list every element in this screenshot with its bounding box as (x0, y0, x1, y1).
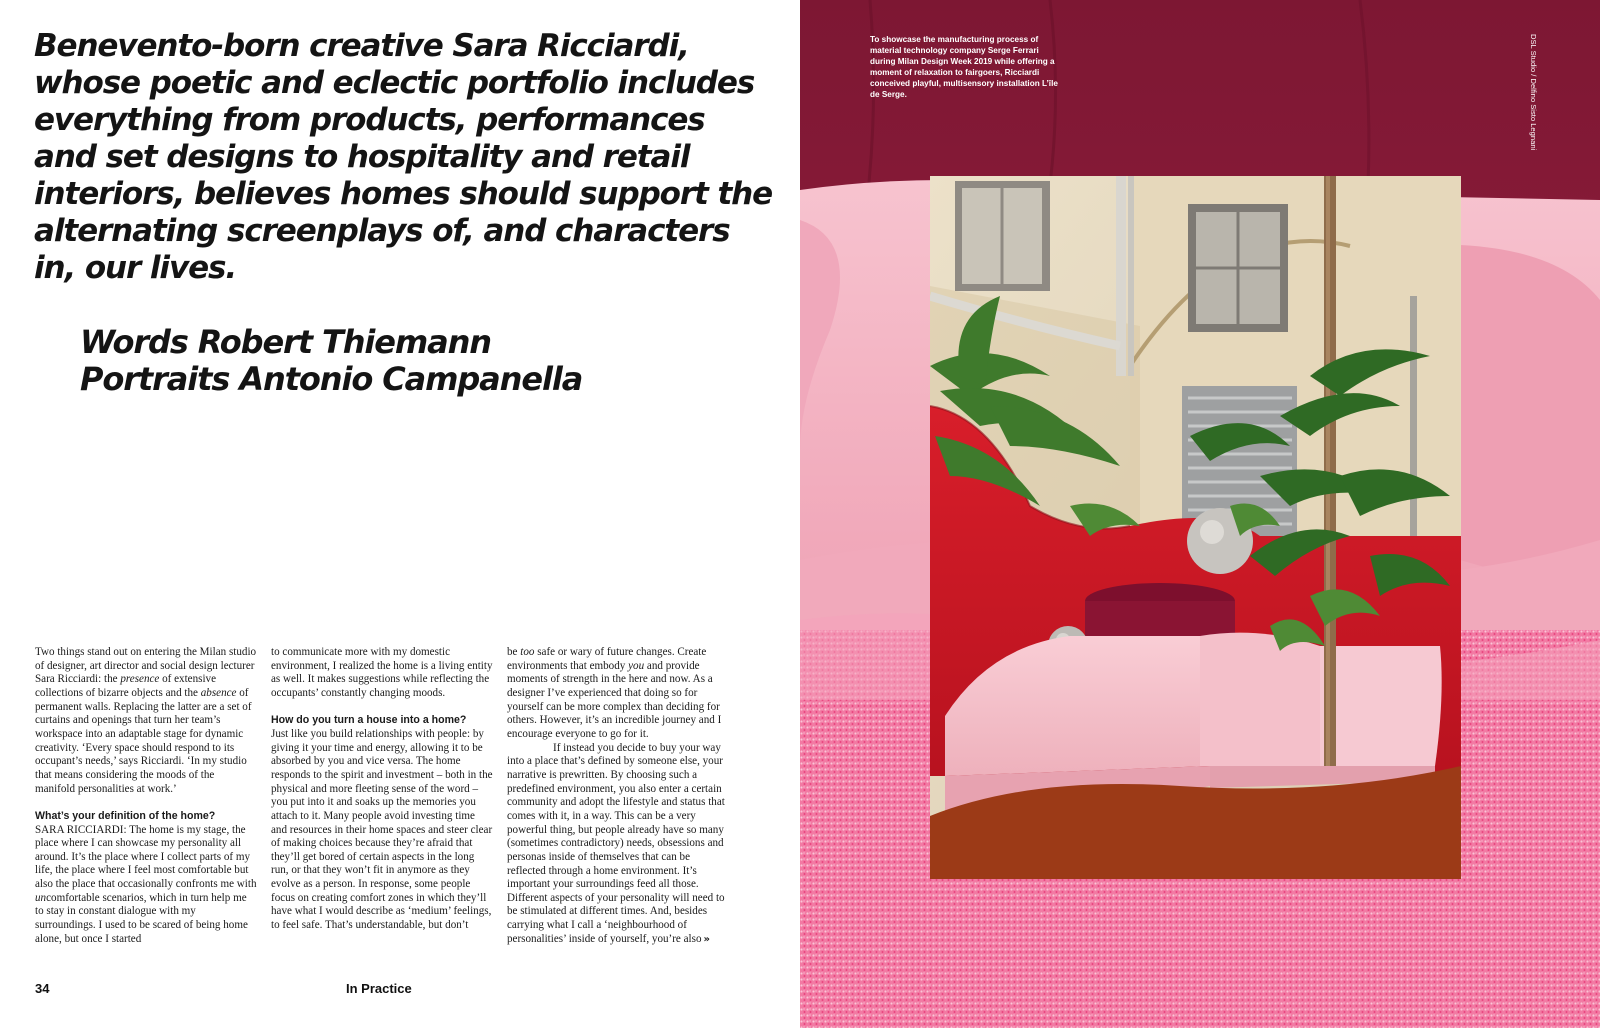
section-name: In Practice (346, 981, 412, 996)
text-column-1 (35, 646, 257, 946)
paragraph: Two things stand out on entering the Milan studio of designer, art director and social design lecturer Sara Ricciardi: the presence of extensive collections of bizarre objects and the absence of permanent walls. Replacing the latter are a set of curtains and openings that turn her team’s workspace into an adaptable stage for dynamic creativity. ‘Every space should respond to its occupant’s needs,’ says Ricciardi. ‘In my studio that means considering the moods of the manifold personalities at work.’ (35, 646, 257, 795)
question-heading: What’s your definition of the home? (35, 809, 216, 822)
feature-photo (800, 0, 1600, 1028)
paragraph: to communicate more with my domestic environment, I realized the home is a living entity as well. It makes suggestions while reflecting the occupants’ constantly changing moods. (271, 646, 493, 699)
photo-caption: To showcase the manufacturing process of material technology company Serge Ferrari during Milan Design Week 2019 while offering a moment of relaxation to fairgoers, Ricciardi conceived playful, multisensory installation L’île de Serge. (870, 35, 1058, 99)
credits (80, 324, 720, 398)
page-number: 34 (35, 981, 50, 996)
inset-photo-courtyard (930, 176, 1461, 879)
courtyard-installation-image (930, 176, 1461, 879)
qa-block: How do you turn a house into a home? Just like you build relationships with people: by giving it your time and energy, allowing it to be absorbed by you and vice versa. The home responds to the spirit and investment – both in the physical and more fleeting sense of the word – you put into it and soaks up the memories you attach to it. Many people avoid investing time and resources in their home spaces and steer clear of making choices because they’re afraid that they’ll get bored of certain aspects in the long run, or that they won’t fit in anymore as they evolve as a person. In response, some people focus on creating comfort zones in which they’ll have what I would describe as ‘medium’ feelings, to feel safe. That’s understandable, but don’t (271, 714, 493, 932)
intro-headline: Benevento-born creative Sara Ricciardi, whose poetic and eclectic portfolio includes everything from products, performances and set designs to hospitality and retail interiors, believes homes should support the alternating screenplays of, and characters in, our lives. (34, 28, 773, 286)
text-column-3 (507, 646, 729, 946)
text-column-2 (271, 646, 493, 933)
body-text (35, 646, 735, 946)
photo-credit: DSL Studio / Delfino Sisto Legnani (1529, 34, 1538, 151)
paragraph: be too safe or wary of future changes. Create environments that embody you and provide moments of strength in the here and now. As a designer I’ve experienced that doing so for yourself can be more complex than deciding for others. However, it’s an incredible journey and I encourage everyone to go for it. (507, 646, 722, 740)
continue-arrow-icon: » (703, 933, 710, 945)
paragraph: If instead you decide to buy your way into a place that’s defined by someone else, your narrative is prewritten. By choosing such a predefined environment, you also enter a certain community and adopt the lifestyle and status that comes with it, in a way. This can be a very powerful thing, but people already have so many (sometimes contradictory) needs, obsessions and personas inside of themselves that can be reflected through a home environment. It’s important your surroundings feed all those. Different aspects of your personality will need to be stimulated at different times. And, besides carrying what I call a ‘neighbourhood of personalities’ inside of yourself, you’re also » (507, 741, 725, 945)
qa-block: What’s your definition of the home? SARA RICCIARDI: The home is my stage, the place where I can showcase my personality all around. It’s the place where I collect parts of my life, the place where I feel most comfortable but also the place that occasionally confronts me with uncomfortable scenarios, which in turn help me to stay in constant dialogue with my surroundings. I used to be scared of being home alone, but once I started (35, 809, 257, 945)
portraits-credit: Portraits Antonio Campanella (80, 360, 583, 398)
words-credit: Words Robert Thiemann (80, 323, 491, 361)
question-heading: How do you turn a house into a home? (271, 714, 467, 727)
